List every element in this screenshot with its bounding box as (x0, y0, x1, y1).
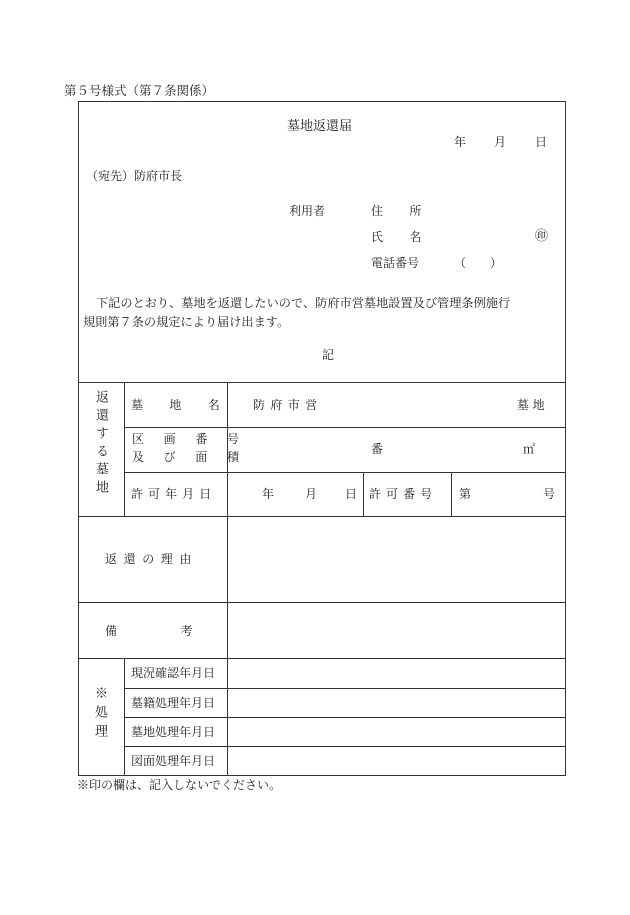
addressee: （宛先）防府市長 (86, 169, 183, 183)
proc-item-1: 現況確認年月日 (131, 666, 216, 680)
date-year: 年 (454, 135, 467, 149)
permit-dai: 第 (459, 487, 472, 501)
section-label-returned-grave: 返還する墓地 (93, 390, 108, 498)
address-label: 住 所 (371, 204, 429, 218)
permit-year: 年 (262, 487, 275, 501)
col-section-proc (124, 658, 125, 775)
proc-item-2: 墓籍処理年月日 (131, 696, 216, 710)
divider-proc2 (124, 717, 566, 718)
permit-day: 日 (345, 487, 358, 501)
grave-name-prefix: 防府市営 (253, 398, 323, 412)
proc-item-3: 墓地処理年月日 (131, 725, 216, 739)
phone-paren: （ ） (454, 256, 503, 270)
proc-item-4: 図面処理年月日 (131, 754, 216, 768)
name-label: 氏 名 (371, 230, 429, 244)
divider-row2 (124, 472, 566, 473)
phone-label: 電話番号 (371, 256, 420, 270)
plot-number-label-1: 区 画 番 号 (132, 432, 243, 446)
frame-bottom (78, 775, 566, 776)
divider-row1 (124, 427, 566, 428)
body-text-line2: 規則第７条の規定により届け出ます。 (83, 315, 290, 329)
area-unit: ㎡ (523, 442, 536, 456)
applicant-role: 利用者 (289, 204, 326, 218)
permit-number-label: 許可番号 (369, 487, 438, 501)
divider-processing (78, 658, 566, 659)
form-title: 墓地返還届 (287, 119, 353, 134)
permit-month: 月 (305, 487, 318, 501)
col-permit-num-label-left (363, 472, 364, 516)
frame-top (78, 101, 566, 102)
processing-label: ※処理 (92, 686, 107, 743)
remarks-label: 備 考 (105, 624, 206, 638)
form-number: 第５号様式（第７条関係） (64, 83, 215, 98)
divider-proc3 (124, 746, 566, 747)
divider-details (78, 382, 566, 383)
grave-name-label: 墓 地 名 (131, 398, 228, 412)
divider-remarks (78, 602, 566, 603)
reason-label: 返還の理由 (105, 552, 199, 566)
footer-note: ※印の欄は、記入しないでください。 (77, 778, 282, 792)
divider-reason (78, 516, 566, 517)
frame-right (565, 101, 566, 776)
date-month: 月 (494, 135, 507, 149)
ki-label: 記 (322, 348, 335, 362)
frame-left (78, 101, 79, 776)
permit-go: 号 (543, 487, 556, 501)
date-day: 日 (535, 135, 548, 149)
plot-number-label-2: 及 び 面 積 (132, 450, 243, 464)
divider-proc1 (124, 688, 566, 689)
permit-date-label: 許可年月日 (131, 487, 217, 501)
grave-name-suffix: 墓地 (517, 398, 549, 412)
seal-mark: ㊞ (535, 229, 549, 244)
col-section (124, 382, 125, 516)
body-text-line1: 下記のとおり、墓地を返還したいので、防府市営墓地設置及び管理条例施行 (96, 296, 511, 310)
plot-ban: 番 (371, 442, 384, 456)
col-permit-num-label-right (451, 472, 452, 516)
